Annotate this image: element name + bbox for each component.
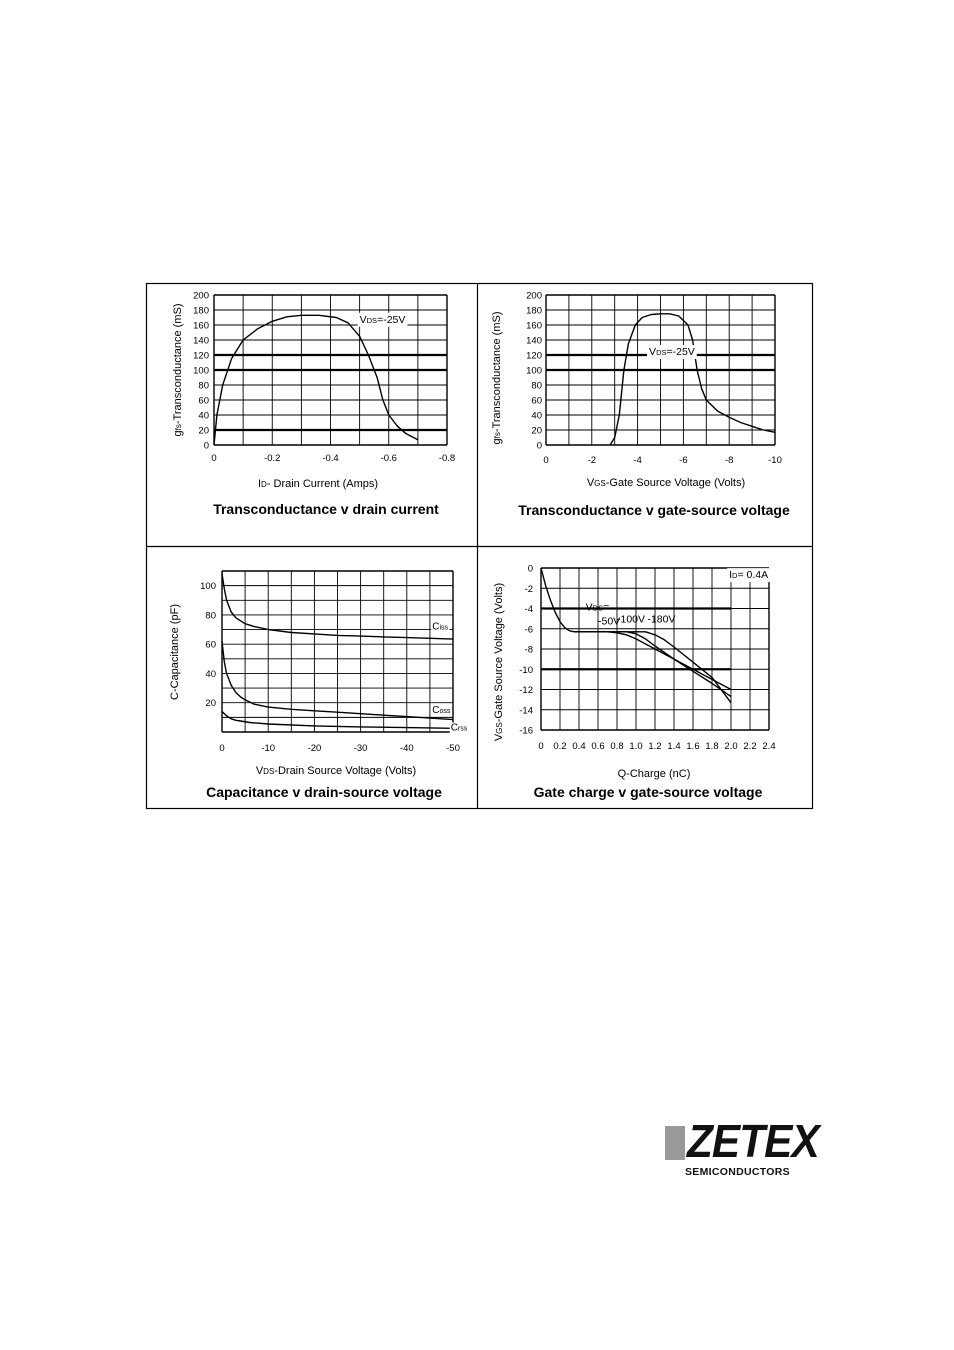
x-tick-label: -10 [261, 743, 276, 754]
plot-curves [214, 315, 418, 445]
y-tick-label: 0 [536, 440, 542, 452]
x-axis-label: Q-Charge (nC) [617, 768, 691, 780]
x-tick-label: 1.0 [629, 741, 643, 752]
x-tick-label: 0.2 [553, 741, 567, 752]
x-tick-label: -0.2 [264, 453, 281, 464]
x-axis-label: VGS-Gate Source Voltage (Volts) [586, 477, 746, 489]
y-tick-label: 40 [205, 668, 216, 680]
annotation-180v: -180V [647, 613, 676, 626]
y-tick-label: 20 [198, 425, 209, 437]
plot-curves [610, 314, 775, 445]
y-tick-label: -2 [524, 583, 533, 595]
x-tick-label: 0 [543, 455, 549, 466]
zetex-logo [665, 1115, 819, 1180]
y-tick-label: -16 [519, 725, 533, 737]
chart-title: Transconductance v gate-source voltage [518, 502, 790, 518]
y-tick-label: 160 [526, 320, 542, 332]
y-tick-label: 40 [531, 410, 542, 422]
plot-grid [214, 295, 447, 445]
y-axis-label: gfs-Transconductance (mS) [172, 303, 184, 437]
y-tick-label: 60 [205, 639, 216, 651]
annotation-vds: VDS= [585, 601, 610, 614]
x-tick-label: -20 [307, 743, 322, 754]
chart-title: Transconductance v drain current [213, 501, 439, 517]
annotation-id: ID= 0.4A [729, 569, 769, 582]
x-tick-label: 0 [538, 741, 544, 752]
y-tick-label: -6 [524, 624, 533, 636]
x-tick-label: -10 [768, 455, 782, 466]
y-tick-label: 200 [193, 290, 209, 302]
y-tick-label: 160 [193, 320, 209, 332]
x-tick-label: -30 [353, 743, 368, 754]
y-tick-label: 180 [193, 305, 209, 317]
y-tick-label: -10 [519, 664, 533, 676]
y-tick-label: 60 [531, 395, 542, 407]
chart-panel-capacitance [169, 571, 469, 800]
chart-title: Capacitance v drain-source voltage [206, 784, 442, 800]
x-axis-label: ID- Drain Current (Amps) [257, 478, 379, 490]
y-tick-label: 80 [205, 610, 216, 622]
y-tick-label: 20 [531, 425, 542, 437]
x-tick-label: -40 [399, 743, 414, 754]
x-tick-label: 0.6 [591, 741, 605, 752]
y-tick-label: 120 [193, 350, 209, 362]
y-tick-label: 20 [205, 698, 216, 710]
x-tick-label: -50 [446, 743, 460, 754]
y-tick-label: 100 [200, 581, 216, 593]
y-axis-label: C-Capacitance (pF) [169, 604, 181, 700]
series-label-coss: Coss [432, 704, 451, 716]
x-tick-label: 0 [219, 743, 225, 754]
axis-ticks [519, 564, 775, 753]
x-tick-label: -4 [633, 455, 642, 466]
x-tick-label: -0.6 [380, 453, 397, 464]
y-tick-label: 140 [526, 335, 542, 347]
y-tick-label: 0 [203, 440, 209, 452]
x-tick-label: 2.0 [724, 741, 738, 752]
series-line-0 [214, 315, 418, 445]
y-tick-label: 180 [526, 305, 542, 317]
y-tick-label: 200 [526, 290, 542, 302]
annotation-vds: VDS=-25V [649, 346, 695, 358]
chart-panel-gate-charge [493, 564, 776, 801]
series-label-ciss: Ciss [432, 621, 449, 633]
logo-mark-icon [665, 1126, 685, 1160]
series-line-0 [610, 314, 775, 445]
x-tick-label: 1.6 [686, 741, 700, 752]
y-tick-label: 40 [198, 410, 209, 422]
x-tick-label: -2 [587, 455, 597, 466]
y-tick-label: 60 [198, 395, 209, 407]
x-tick-label: -0.8 [438, 453, 456, 464]
chart-panel-transconductance-gate-voltage [491, 291, 790, 519]
chart-title: Gate charge v gate-source voltage [533, 784, 763, 800]
annotation-vds: VDS=-25V [359, 313, 406, 326]
y-tick-label: 100 [193, 365, 209, 377]
x-tick-label: 1.2 [648, 741, 662, 752]
x-axis-label: VDS-Drain Source Voltage (Volts) [255, 765, 417, 777]
annotation-50v: -50V [598, 615, 621, 628]
x-tick-label: -8 [724, 455, 734, 466]
logo-wordmark: ZETEX [687, 1115, 819, 1167]
x-tick-label: -6 [679, 455, 688, 466]
y-tick-label: -8 [524, 644, 533, 656]
plot-grid [222, 571, 453, 732]
logo-subtitle: SEMICONDUCTORS [685, 1166, 790, 1178]
y-tick-label: 120 [526, 350, 542, 362]
x-tick-label: 2.2 [743, 741, 757, 752]
annotation-100v: -100V [617, 613, 646, 626]
y-tick-label: -12 [519, 685, 533, 696]
x-tick-label: -0.4 [322, 453, 339, 464]
y-axis-label: gfs-Transconductance (mS) [491, 311, 503, 445]
y-tick-label: -14 [519, 705, 533, 717]
x-tick-label: 0.8 [610, 741, 624, 752]
x-tick-label: 0 [211, 453, 217, 464]
x-tick-label: 2.4 [762, 741, 776, 752]
axis-ticks [526, 291, 782, 467]
series-label-crss: Crss [450, 722, 468, 734]
y-tick-label: 80 [198, 380, 209, 392]
x-tick-label: 1.4 [667, 741, 681, 752]
x-tick-label: 0.4 [572, 741, 586, 752]
y-tick-label: 0 [527, 563, 533, 575]
chart-panel-transconductance-drain-current [172, 291, 455, 518]
y-axis-label: VGS-Gate Source Voltage (Volts) [493, 582, 505, 742]
y-tick-label: 80 [531, 380, 542, 392]
y-tick-label: 140 [193, 335, 209, 347]
y-tick-label: 100 [526, 365, 542, 377]
x-tick-label: 1.8 [705, 741, 719, 752]
y-tick-label: -4 [524, 604, 533, 615]
